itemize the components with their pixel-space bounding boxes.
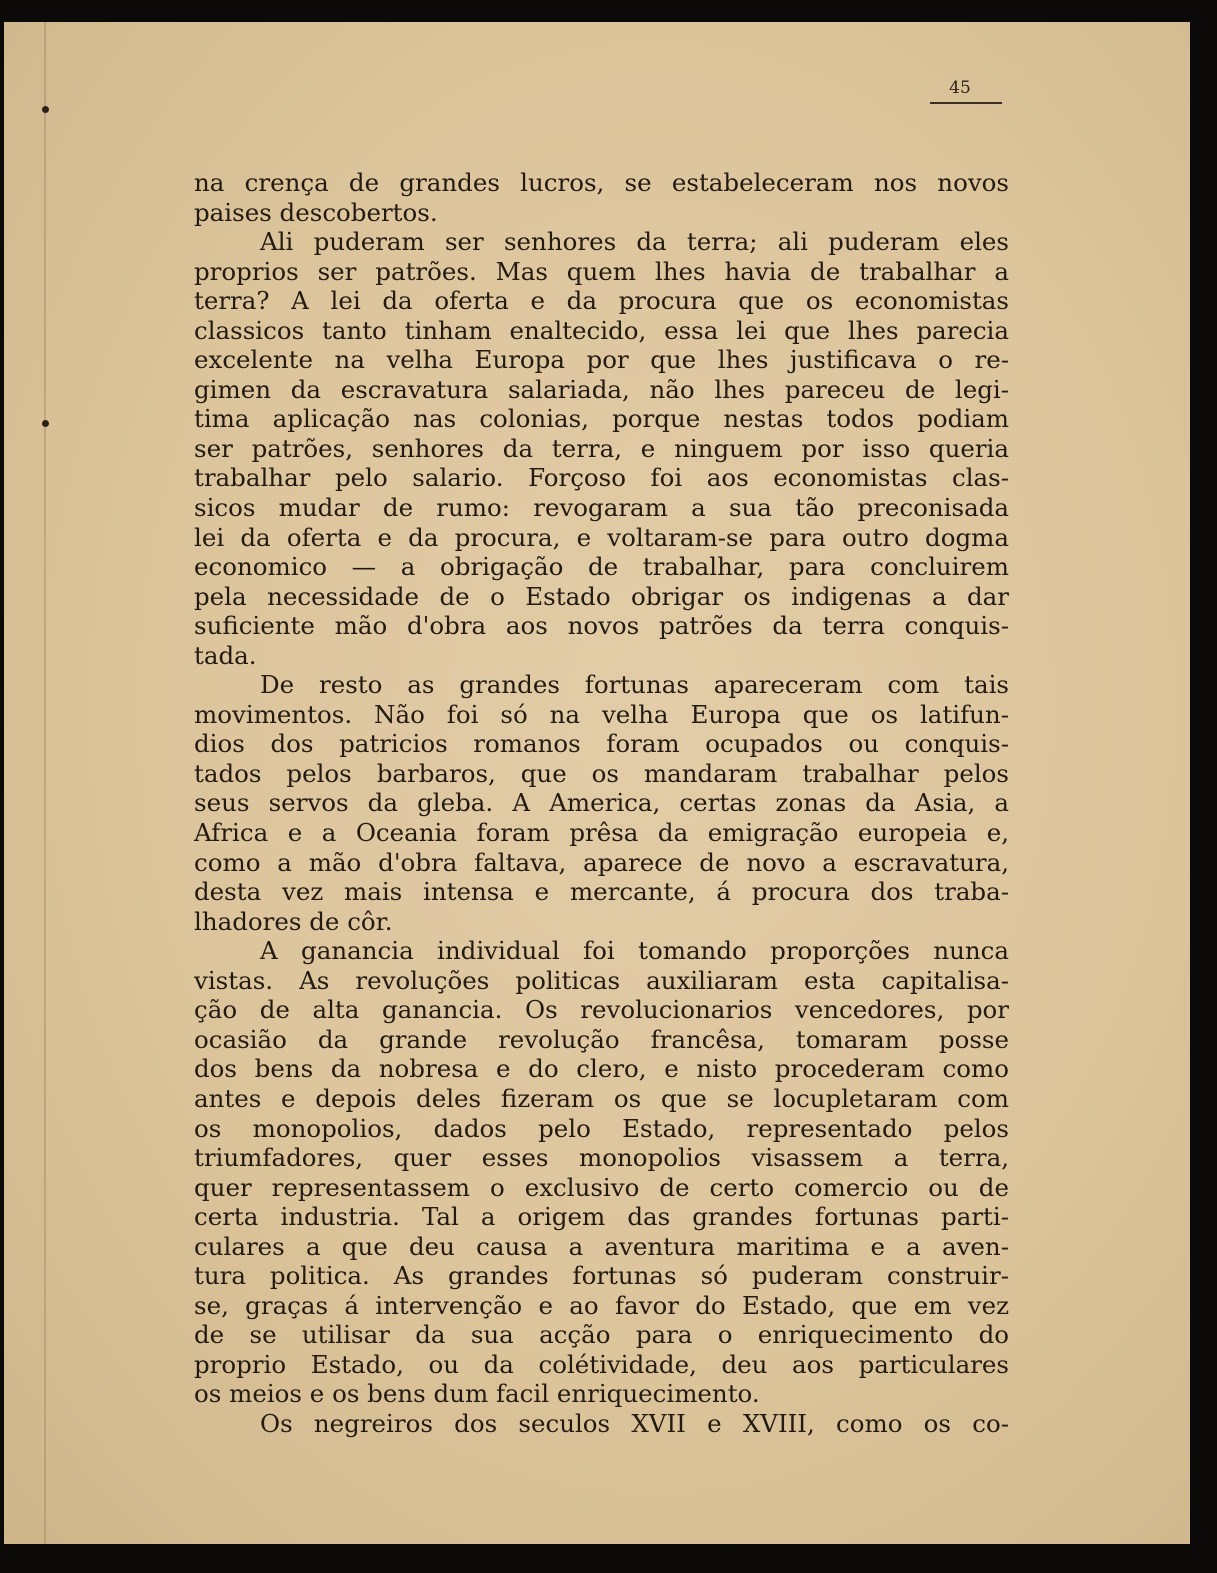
binding-hole (42, 106, 49, 113)
text-line: tima aplicação nas colonias, porque nestas todos podiam (194, 404, 1009, 434)
text-line: tados pelos barbaros, que os mandaram trabalhar pelos (194, 758, 1009, 788)
text-line: movimentos. Não foi só na velha Europa que os latifun- (194, 699, 1009, 729)
text-line: quer representassem o exclusivo de certo comercio ou de (194, 1172, 1009, 1202)
text-line: ção de alta ganancia. Os revolucionarios vencedores, por (194, 995, 1009, 1025)
text-line: classicos tanto tinham enaltecido, essa lei que lhes parecia (194, 315, 1009, 345)
text-line: antes e depois deles fizeram os que se locupletaram com (194, 1083, 1009, 1113)
text-line: proprio Estado, ou da colétividade, deu aos particulares (194, 1349, 1009, 1379)
text-line: os monopolios, dados pelo Estado, representado pelos (194, 1113, 1009, 1143)
text-line: dos bens da nobresa e do clero, e nisto procederam como (194, 1054, 1009, 1084)
text-line: seus servos da gleba. A America, certas zonas da Asia, a (194, 788, 1009, 818)
text-line: De resto as grandes fortunas apareceram com tais (260, 670, 1009, 700)
text-line: Africa e a Oceania foram prêsa da emigração europeia e, (194, 818, 1009, 848)
text-line: gimen da escravatura salariada, não lhes pareceu de legi- (194, 374, 1009, 404)
binding-hole (42, 420, 49, 427)
text-line: dios dos patricios romanos foram ocupados ou conquis- (194, 729, 1009, 759)
text-line: como a mão d'obra faltava, aparece de novo a escravatura, (194, 847, 1009, 877)
text-line: Os negreiros dos seculos XVII e XVIII, como os co- (260, 1408, 1009, 1438)
text-line: vistas. As revoluções politicas auxiliaram esta capitalisa- (194, 965, 1009, 995)
text-line: suficiente mão d'obra aos novos patrões da terra conquis- (194, 611, 1009, 641)
header-rule (930, 102, 1002, 104)
text-line: A ganancia individual foi tomando proporções nunca (260, 936, 1009, 966)
text-line: economico — a obrigação de trabalhar, para concluirem (194, 552, 1009, 582)
text-line: pela necessidade de o Estado obrigar os indigenas a dar (194, 581, 1009, 611)
text-line: desta vez mais intensa e mercante, á procura dos traba- (194, 877, 1009, 907)
text-line: paises descobertos. (194, 197, 438, 227)
text-line: excelente na velha Europa por que lhes justificava o re- (194, 345, 1009, 375)
book-page (4, 22, 1190, 1544)
text-line: sicos mudar de rumo: revogaram a sua tão preconisada (194, 493, 1009, 523)
binding-edge (44, 22, 46, 1544)
text-line: trabalhar pelo salario. Forçoso foi aos economistas clas- (194, 463, 1009, 493)
text-line: ocasião da grande revolução francêsa, tomaram posse (194, 1024, 1009, 1054)
text-line: se, graças á intervenção e ao favor do Estado, que em vez (194, 1290, 1009, 1320)
page-number: 45 (949, 78, 971, 98)
text-line: terra? A lei da oferta e da procura que os economistas (194, 286, 1009, 316)
text-line: ser patrões, senhores da terra, e ninguem por isso queria (194, 433, 1009, 463)
text-line: certa industria. Tal a origem das grandes fortunas parti- (194, 1202, 1009, 1232)
text-line: Ali puderam ser senhores da terra; ali puderam eles (260, 227, 1009, 257)
text-line: culares a que deu causa a aventura maritima e a aven- (194, 1231, 1009, 1261)
text-line: lhadores de côr. (194, 906, 393, 936)
body-text (194, 168, 1009, 1439)
text-line: triumfadores, quer esses monopolios visassem a terra, (194, 1143, 1009, 1173)
text-line: de se utilisar da sua acção para o enriquecimento do (194, 1320, 1009, 1350)
text-line: proprios ser patrões. Mas quem lhes havia de trabalhar a (194, 256, 1009, 286)
text-line: tada. (194, 640, 257, 670)
text-line: lei da oferta e da procura, e voltaram-se para outro dogma (194, 522, 1009, 552)
text-line: na crença de grandes lucros, se estabeleceram nos novos (194, 168, 1009, 197)
text-line: os meios e os bens dum facil enriquecimento. (194, 1379, 760, 1409)
text-line: tura politica. As grandes fortunas só puderam construir- (194, 1261, 1009, 1291)
